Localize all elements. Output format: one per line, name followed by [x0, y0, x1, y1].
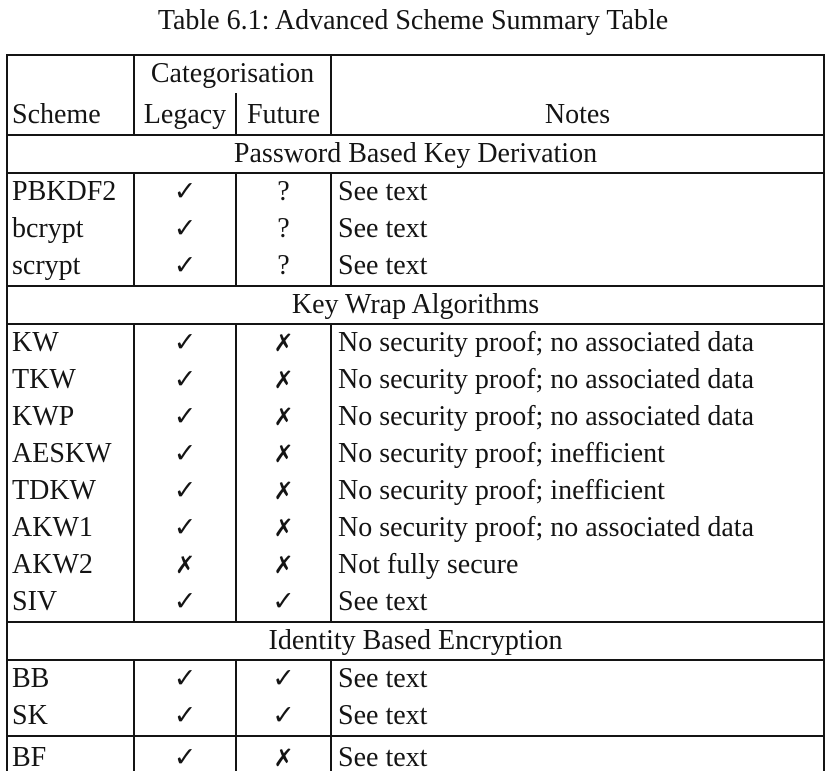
- future-cell: [236, 698, 331, 736]
- table-row: [7, 547, 824, 584]
- table-row: [7, 436, 824, 473]
- notes-cell: No security proof; no associated data: [338, 512, 754, 544]
- future-cell: [236, 660, 331, 698]
- legacy-cell: [134, 473, 236, 510]
- notes-cell: See text: [338, 663, 428, 695]
- legacy-cell: [134, 173, 236, 211]
- table-row: [7, 399, 824, 436]
- future-mark: ✓: [272, 586, 295, 618]
- future-cell: [236, 248, 331, 286]
- section-header-row: [7, 135, 824, 173]
- scheme-cell: PBKDF2: [7, 173, 134, 211]
- legacy-cell: [134, 436, 236, 473]
- future-mark: ✗: [273, 403, 294, 432]
- future-mark: ✗: [273, 744, 294, 771]
- notes-cell: No security proof; inefficient: [338, 475, 665, 507]
- legacy-cell: [134, 399, 236, 436]
- notes-cell: No security proof; no associated data: [338, 364, 754, 396]
- legacy-cell: [134, 324, 236, 362]
- legacy-cell: [134, 211, 236, 248]
- future-cell: [236, 473, 331, 510]
- scheme-cell: AKW2: [7, 547, 134, 584]
- future-mark: ?: [277, 250, 290, 282]
- legacy-cell: [134, 547, 236, 584]
- scheme-cell: TKW: [7, 362, 134, 399]
- header-legacy: Legacy: [134, 93, 236, 135]
- future-cell: [236, 436, 331, 473]
- scheme-cell: BB: [7, 660, 134, 698]
- table-row: [7, 584, 824, 622]
- future-cell: [236, 324, 331, 362]
- header-scheme-spacer: [7, 55, 134, 93]
- legacy-cell: [134, 736, 236, 771]
- legacy-mark: ✓: [173, 700, 197, 732]
- legacy-mark: ✓: [173, 742, 197, 771]
- table-row: [7, 248, 824, 286]
- section-label: Identity Based Encryption: [7, 622, 824, 660]
- summary-table: [6, 54, 825, 771]
- notes-cell: Not fully secure: [338, 549, 519, 581]
- notes-cell: See text: [338, 586, 428, 618]
- table-row: [7, 736, 824, 771]
- scheme-cell: BF: [7, 736, 134, 771]
- scheme-cell: AESKW: [7, 436, 134, 473]
- section-label: Password Based Key Derivation: [7, 135, 824, 173]
- legacy-cell: [134, 584, 236, 622]
- legacy-mark: ✓: [173, 364, 197, 396]
- legacy-mark: ✓: [173, 327, 197, 359]
- header-scheme: Scheme: [7, 93, 134, 135]
- header-future: Future: [236, 93, 331, 135]
- notes-cell: See text: [338, 176, 428, 208]
- future-mark: ✗: [273, 551, 294, 580]
- table-caption: Table 6.1: Advanced Scheme Summary Table: [157, 5, 669, 36]
- table-row: [7, 510, 824, 547]
- legacy-mark: ✓: [173, 475, 197, 507]
- legacy-mark: ✓: [173, 512, 197, 544]
- future-cell: [236, 736, 331, 771]
- scheme-cell: KW: [7, 324, 134, 362]
- legacy-mark: ✓: [173, 176, 197, 208]
- notes-cell: No security proof; inefficient: [338, 438, 665, 470]
- legacy-cell: [134, 248, 236, 286]
- header-row-bottom: [7, 93, 824, 135]
- legacy-mark: ✓: [173, 438, 197, 470]
- future-mark: ✗: [273, 329, 294, 358]
- table-row: [7, 473, 824, 510]
- header-notes: Notes: [331, 93, 824, 135]
- future-mark: ✗: [273, 366, 294, 395]
- header-categorisation: Categorisation: [134, 55, 331, 93]
- future-cell: [236, 584, 331, 622]
- legacy-mark: ✓: [173, 586, 197, 618]
- header-row-top: [7, 55, 824, 93]
- legacy-cell: [134, 362, 236, 399]
- section-header-row: [7, 286, 824, 324]
- scheme-cell: SIV: [7, 584, 134, 622]
- future-mark: ✗: [273, 477, 294, 506]
- scheme-cell: AKW1: [7, 510, 134, 547]
- legacy-mark: ✓: [173, 250, 197, 282]
- future-cell: [236, 547, 331, 584]
- future-mark: ✓: [272, 663, 295, 695]
- scheme-cell: SK: [7, 698, 134, 736]
- table-row: [7, 660, 824, 698]
- scheme-cell: scrypt: [7, 248, 134, 286]
- legacy-mark: ✓: [173, 663, 197, 695]
- future-mark: ✗: [273, 440, 294, 469]
- future-cell: [236, 399, 331, 436]
- legacy-cell: [134, 660, 236, 698]
- notes-cell: No security proof; no associated data: [338, 401, 754, 433]
- future-cell: [236, 211, 331, 248]
- section-label: Key Wrap Algorithms: [7, 286, 824, 324]
- notes-cell: No security proof; no associated data: [338, 327, 754, 359]
- future-cell: [236, 173, 331, 211]
- legacy-cell: [134, 510, 236, 547]
- notes-cell: See text: [338, 700, 428, 732]
- table-row: [7, 698, 824, 736]
- future-mark: ✗: [273, 514, 294, 543]
- notes-cell: See text: [331, 736, 824, 771]
- future-cell: [236, 510, 331, 547]
- table-row: [7, 324, 824, 362]
- scheme-cell: bcrypt: [7, 211, 134, 248]
- future-mark: ✓: [272, 700, 295, 732]
- notes-cell: See text: [338, 250, 428, 282]
- section-header-row: [7, 622, 824, 660]
- legacy-mark: ✓: [173, 213, 197, 245]
- future-mark: ?: [277, 213, 290, 245]
- future-mark: ?: [277, 176, 290, 208]
- legacy-mark: ✓: [173, 401, 197, 433]
- table-row: [7, 211, 824, 248]
- legacy-cell: [134, 698, 236, 736]
- header-notes-spacer: [331, 55, 824, 93]
- notes-cell: See text: [338, 213, 428, 245]
- legacy-mark: ✗: [174, 551, 196, 580]
- scheme-cell: TDKW: [7, 473, 134, 510]
- table-row: [7, 173, 824, 211]
- future-cell: [236, 362, 331, 399]
- table-row: [7, 362, 824, 399]
- scheme-cell: KWP: [7, 399, 134, 436]
